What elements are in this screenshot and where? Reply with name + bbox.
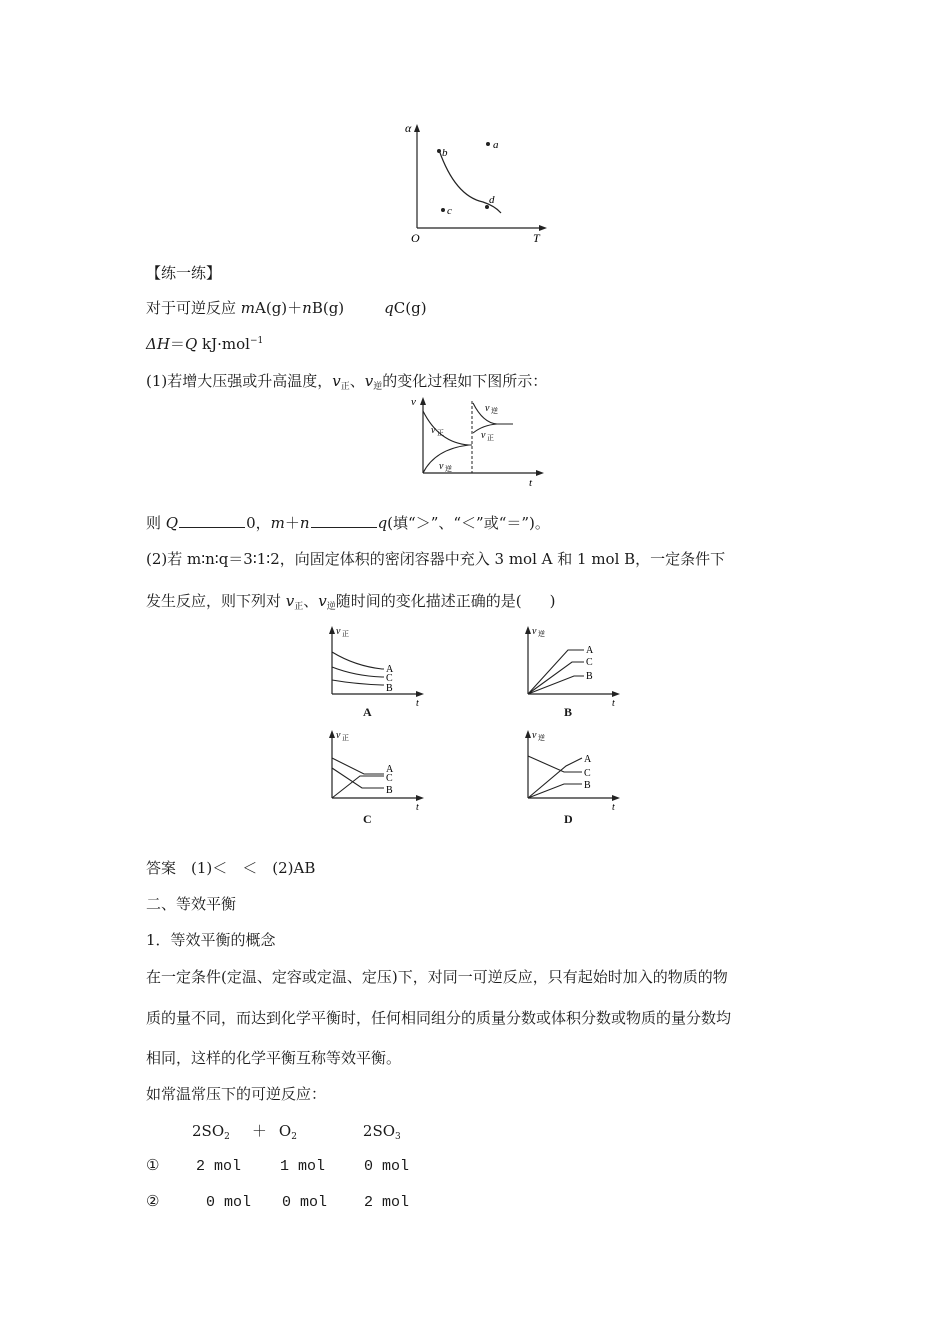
answer-line: 答案 (1)＜ ＜ (2)AB <box>146 859 316 877</box>
n-symbol: n <box>299 514 310 532</box>
label-zheng-right: 正 <box>487 434 494 442</box>
equals: ＝ <box>169 335 185 353</box>
separator: 、 <box>303 592 319 610</box>
svg-text:v: v <box>439 461 444 472</box>
q-symbol: Q <box>184 335 198 353</box>
delta-h: ΔH <box>146 335 170 353</box>
q-letter: q <box>377 514 388 532</box>
o2-sub: 2 <box>291 1132 297 1142</box>
option-d-label-b: B <box>584 780 591 791</box>
t-axis-label: T <box>533 231 540 245</box>
svg-text:v: v <box>485 403 490 414</box>
practice-title: 【练一练】 <box>146 264 222 282</box>
plus: ＋ <box>284 514 300 532</box>
v-symbol: v <box>318 592 327 610</box>
option-d-chart <box>516 726 626 811</box>
option-d-caption[interactable]: D <box>564 812 573 826</box>
row-1-mark: ① <box>146 1158 160 1175</box>
option-b-t-label: t <box>612 698 615 707</box>
separator: 、 <box>349 372 365 390</box>
sub-ni: 逆 <box>326 602 336 612</box>
option-c-label-c: C <box>386 773 393 784</box>
option-d-label-a: A <box>584 754 592 765</box>
option-a-caption[interactable]: A <box>363 705 372 719</box>
alpha-temperature-figure <box>395 118 555 246</box>
point-b-label: b <box>442 147 448 159</box>
svg-text:v: v <box>336 626 341 637</box>
q-symbol: Q <box>165 514 179 532</box>
option-c-label-a: A <box>386 764 394 775</box>
option-b-label-a: A <box>586 645 594 656</box>
option-a-label-a: A <box>386 664 394 675</box>
enthalpy-line <box>146 333 263 354</box>
option-b-label-b: B <box>586 671 593 682</box>
q2-text-a: 发生反应，则下列对 <box>146 592 286 610</box>
option-b-caption[interactable]: B <box>564 705 573 719</box>
point-d-label: d <box>489 194 495 206</box>
q2-text-c: ) <box>549 592 556 610</box>
reaction-line <box>146 297 427 318</box>
sub-zheng: 正 <box>294 602 304 612</box>
equation-row <box>192 1120 401 1142</box>
row-1-o2: 1 mol <box>280 1158 326 1175</box>
svg-text:v: v <box>431 425 436 436</box>
so2: 2SO <box>192 1122 225 1140</box>
option-c-caption[interactable]: C <box>363 812 372 826</box>
velocity-time-figure <box>405 393 545 488</box>
option-a-label-c: C <box>386 673 393 684</box>
option-c-chart <box>320 726 430 811</box>
option-a-v-label: 正 <box>342 630 349 638</box>
so2-sub: 2 <box>224 1132 230 1142</box>
paragraph-line-2: 质的量不同，而达到化学平衡时，任何相同组分的质量分数或体积分数或物质的量分数均 <box>146 1009 732 1027</box>
row-1-so2: 2 mol <box>196 1158 242 1175</box>
example-intro: 如常温常压下的可逆反应： <box>146 1085 327 1103</box>
so3-sub: 3 <box>395 1132 401 1142</box>
v-symbol: v <box>364 372 374 390</box>
row-1-so3: 0 mol <box>364 1158 410 1175</box>
point-c-label: c <box>447 205 452 217</box>
coef-q: q <box>384 299 394 317</box>
option-d-t-label: t <box>612 802 615 811</box>
label-ni-right: 逆 <box>491 407 498 415</box>
so3: 2SO <box>362 1122 396 1140</box>
row-1 <box>146 1156 409 1175</box>
option-c-label-b: B <box>386 785 393 796</box>
paragraph-line-1: 在一定条件(定温、定容或定温、定压)下，对同一可逆反应，只有起始时加入的物质的物 <box>146 968 728 986</box>
origin-label: O <box>411 231 420 245</box>
option-c-v-label: 正 <box>342 734 349 742</box>
coef-m: m <box>240 299 256 317</box>
option-a-t-label: t <box>416 698 419 707</box>
point-a-label: a <box>493 139 499 151</box>
v-symbol: v <box>332 372 341 390</box>
t-axis-label: t <box>529 477 533 488</box>
row-2 <box>146 1192 409 1211</box>
v-symbol: v <box>285 592 295 610</box>
blank-2[interactable] <box>311 515 377 528</box>
q1-text-b: 的变化过程如下图所示： <box>382 372 548 390</box>
m-symbol: m <box>270 514 285 532</box>
label-zheng-left: 正 <box>437 429 444 437</box>
option-a-label-b: B <box>386 683 393 694</box>
species-c: C(g) <box>393 299 427 317</box>
option-d-v-label: 逆 <box>538 734 545 742</box>
coef-n: n <box>302 299 312 317</box>
question-1 <box>146 370 547 392</box>
species-a: A(g)＋ <box>255 299 303 317</box>
question-2-line-2 <box>146 590 556 612</box>
species-b: B(g) <box>311 299 345 317</box>
question-2-line-1: (2)若 m∶n∶q＝3∶1∶2，向固定体积的密闭容器中充入 3 mol A 和 1 mol B，一定条件下 <box>146 550 726 568</box>
row-2-so2: 0 mol <box>206 1194 252 1211</box>
option-b-chart <box>516 622 626 707</box>
row-2-so3: 2 mol <box>364 1194 410 1211</box>
sub-zheng: 正 <box>340 382 350 392</box>
reaction-prefix: 对于可逆反应 <box>146 299 241 317</box>
option-a-chart <box>320 622 430 707</box>
option-d-label-c: C <box>584 768 591 779</box>
o2: O <box>278 1122 292 1140</box>
svg-text:v: v <box>532 626 537 637</box>
blank-1[interactable] <box>179 515 245 528</box>
zero: 0， <box>246 514 271 532</box>
alpha-axis-label: α <box>405 121 412 135</box>
paragraph-line-3: 相同，这样的化学平衡互称等效平衡。 <box>146 1049 402 1067</box>
plus: ＋ <box>251 1122 267 1140</box>
fill-in-line <box>146 512 550 533</box>
label-ni-left: 逆 <box>445 465 452 473</box>
unit: kJ·mol <box>197 335 250 353</box>
option-b-v-label: 逆 <box>538 630 545 638</box>
option-c-t-label: t <box>416 802 419 811</box>
q2-text-b: 随时间的变化描述正确的是( <box>335 592 522 610</box>
subsection-1-heading: 1．等效平衡的概念 <box>146 931 276 949</box>
row-2-o2: 0 mol <box>282 1194 328 1211</box>
svg-text:v: v <box>532 730 537 741</box>
option-b-label-c: C <box>586 657 593 668</box>
fill-hint: (填“＞”、“＜”或“＝”)。 <box>387 514 550 532</box>
sub-ni: 逆 <box>373 382 383 392</box>
svg-text:v: v <box>336 730 341 741</box>
section-2-heading: 二、等效平衡 <box>146 895 237 913</box>
row-2-mark: ② <box>146 1194 160 1211</box>
svg-text:v: v <box>481 430 486 441</box>
v-axis-label: v <box>411 396 416 408</box>
unit-exponent: −1 <box>249 336 264 346</box>
q1-text-a: (1)若增大压强或升高温度， <box>146 372 333 390</box>
ze: 则 <box>146 514 166 532</box>
